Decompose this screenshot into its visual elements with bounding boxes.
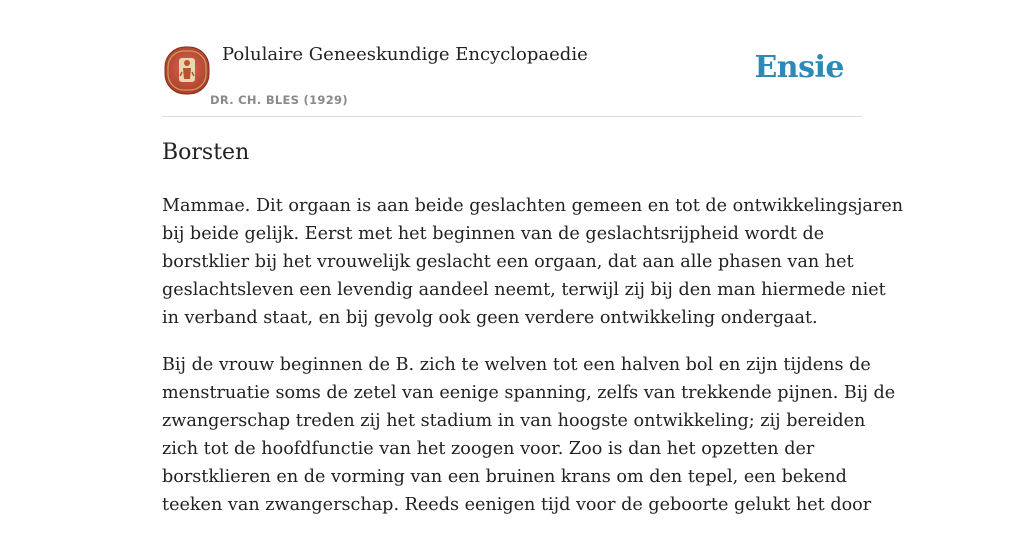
text-line: menstruatie soms de zetel van eenige spanning, zelfs van trekkende pijnen. Bij de [162,383,896,403]
text-line: bij beide gelijk. Eerst met het beginnen van de geslachtsrijpheid wordt de [162,224,825,244]
paragraph [162,192,904,332]
text-line: in verband staat, en bij gevolg ook geen verdere ontwikkeling ondergaat. [162,308,818,328]
page [162,0,904,515]
entry-body [162,192,904,538]
text-line: geslachtsleven een levendig aandeel neemt, terwijl zij bij den man hiermede niet [162,280,886,300]
text-line: borstklier bij het vrouwelijk geslacht een orgaan, dat aan alle phasen van het [162,252,854,272]
book-emblem-icon[interactable] [164,46,210,95]
entry-title: Borsten [162,140,250,165]
brand-logo[interactable]: Ensie [754,50,844,85]
book-author: DR. CH. BLES (1929) [210,93,348,107]
text-line: zwangerschap treden zij het stadium in van hoogste ontwikkeling; zij bereiden [162,411,866,431]
text-line: zich tot de hoofdfunctie van het zoogen voor. Zoo is dan het opzetten der [162,439,815,459]
text-line: borstklieren en de vorming van een bruinen krans om den tepel, een bekend [162,467,847,487]
paragraph [162,351,896,519]
text-line: teeken van zwangerschap. Reeds eenigen tijd voor de geboorte gelukt het door [162,495,872,515]
text-line: Bij de vrouw beginnen de B. zich te welven tot een halven bol en zijn tijdens de [162,355,871,375]
book-title[interactable]: Polulaire Geneeskundige Encyclopaedie [222,44,588,65]
header [162,0,862,117]
text-line: Mammae. Dit orgaan is aan beide geslachten gemeen en tot de ontwikkelingsjaren [162,196,904,216]
